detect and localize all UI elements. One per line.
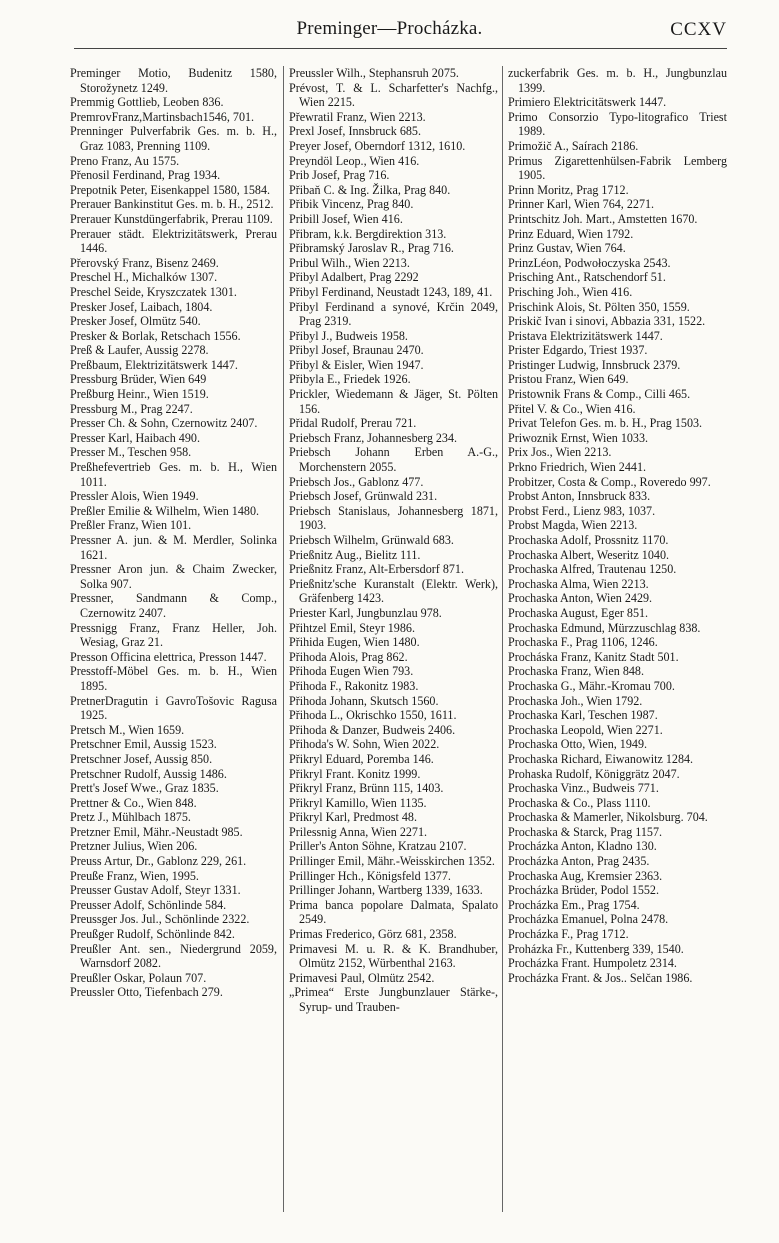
directory-entry: Printschitz Joh. Mart., Amstetten 1670. — [508, 211, 698, 226]
directory-entry: Priller's Anton Söhne, Kratzau 2107. — [289, 839, 467, 854]
page-number: CCXV — [670, 19, 727, 40]
directory-entry: Prévost, T. & L. Scharfetter's Nachfg., Wien 2215. — [289, 80, 498, 110]
directory-entry: Preßler Emilie & Wilhelm, Wien 1480. — [70, 503, 260, 518]
directory-entry: Prerauer Kunstdüngerfabrik, Prerau 1109. — [70, 211, 273, 226]
directory-entry: Primiero Elektricitätswerk 1447. — [508, 95, 667, 110]
directory-entry: Prinner Karl, Wien 764, 2271. — [508, 197, 655, 212]
directory-entry: Procházka F., Prag 1712. — [508, 927, 629, 942]
directory-entry: Prochaska Anton, Wien 2429. — [508, 591, 653, 606]
directory-entry: Přikryl Karl, Predmost 48. — [289, 810, 417, 825]
directory-entry: Presser Ch. & Sohn, Czernowitz 2407. — [70, 416, 258, 431]
directory-entry: Prohaska Rudolf, Königgrätz 2047. — [508, 766, 680, 781]
directory-entry: Priebsch Jos., Gablonz 477. — [289, 474, 424, 489]
directory-entry: Pretschner Emil, Aussig 1523. — [70, 737, 217, 752]
directory-entry: Priebsch Wilhelm, Grünwald 683. — [289, 533, 454, 547]
directory-entry: Prießnitz'sche Kuranstalt (Elektr. Werk), Gräfenberg 1423. — [289, 576, 498, 606]
directory-entry: Přihoda Eugen Wien 793. — [289, 664, 414, 679]
directory-entry: Procházka Frant. & Jos.. Selčan 1986. — [508, 970, 693, 985]
directory-entry: Přikryl Frant. Konitz 1999. — [289, 766, 421, 781]
directory-entry: Přihoda & Danzer, Budweis 2406. — [289, 722, 456, 737]
directory-entry: Přibik Vincenz, Prag 840. — [289, 197, 414, 212]
directory-entry: Preyer Josef, Oberndorf 1312, 1610. — [289, 138, 466, 153]
directory-entry: Pretz J., Mühlbach 1875. — [70, 810, 191, 825]
directory-entry: Přibyl Adalbert, Prag 2292 — [289, 270, 419, 285]
directory-column-2 — [289, 66, 498, 1015]
directory-entry: Přidal Rudolf, Prerau 721. — [289, 416, 417, 431]
directory-entry: Preußler Oskar, Polaun 707. — [70, 970, 207, 985]
directory-entry: Přibyl & Eisler, Wien 1947. — [289, 357, 424, 372]
directory-column-1 — [70, 66, 277, 1000]
directory-entry: Primožič A., Saírach 2186. — [508, 138, 639, 153]
directory-entry: Primas Frederico, Görz 681, 2358. — [289, 927, 457, 942]
directory-entry: Prisching Joh., Wien 416. — [508, 284, 633, 299]
directory-entry: Presson Officina elettrica, Presson 1447. — [70, 649, 267, 664]
directory-entry: Presstoff-Möbel Ges. m. b. H., Wien 1895. — [70, 664, 277, 693]
directory-entry: Procházka Anton, Kladno 130. — [508, 839, 657, 854]
directory-entry: Preussger Jos. Jul., Schönlinde 2322. — [70, 912, 250, 927]
directory-entry: Preßhefevertrieb Ges. m. b. H., Wien 1011. — [70, 460, 277, 489]
directory-entry: Prochaska Alfred, Trautenau 1250. — [508, 562, 677, 577]
directory-entry: Presker Josef, Olmütz 540. — [70, 314, 201, 329]
directory-entry: Prister Edgardo, Triest 1937. — [508, 343, 648, 358]
directory-entry: Prochaska & Mamerler, Nikolsburg. 704. — [508, 810, 708, 825]
directory-entry: Přitel V. & Co., Wien 416. — [508, 401, 636, 416]
directory-entry: Preußler Ant. sen., Niedergrund 2059, Warnsdorf 2082. — [70, 941, 277, 971]
directory-entry: Pristava Elektrizitätswerk 1447. — [508, 328, 663, 343]
directory-entry: Presser Karl, Haibach 490. — [70, 430, 200, 445]
directory-entry: Prillinger Hch., Königsfeld 1377. — [289, 868, 451, 883]
directory-entry: Priwoznik Ernst, Wien 1033. — [508, 430, 649, 445]
directory-entry: Priebsch Franz, Johannesberg 234. — [289, 430, 458, 445]
directory-entry: Preussler Otto, Tiefenbach 279. — [70, 985, 223, 1000]
directory-entry: Přihoda Johann, Skutsch 1560. — [289, 693, 439, 708]
directory-entry: Presser M., Teschen 958. — [70, 445, 192, 460]
directory-entry: Prießnitz Aug., Bielitz 111. — [289, 547, 421, 562]
directory-entry: Preußger Rudolf, Schönlinde 842. — [70, 927, 235, 942]
directory-entry: Prochaska August, Eger 851. — [508, 605, 649, 620]
directory-entry: PrinzLéon, Podwołoczyska 2543. — [508, 255, 671, 270]
directory-entry: Přikryl Franz, Brünn 115, 1403. — [289, 781, 444, 796]
directory-entry: Prepotnik Peter, Eisenkappel 1580, 1584. — [70, 182, 271, 197]
directory-entry: Primo Consorzio Typo-litografico Triest 1989. — [508, 109, 727, 139]
directory-entry: Přenosil Ferdinand, Prag 1934. — [70, 168, 221, 183]
directory-entry: Probitzer, Costa & Comp., Roveredo 997. — [508, 474, 711, 489]
directory-entry: Preschel H., Michalków 1307. — [70, 270, 218, 285]
directory-entry: Procházka Emanuel, Polna 2478. — [508, 912, 669, 927]
directory-entry: Prkno Friedrich, Wien 2441. — [508, 460, 647, 475]
directory-entry: Prexl Josef, Innsbruck 685. — [289, 124, 422, 139]
directory-entry: Prillinger Johann, Wartberg 1339, 1633. — [289, 883, 483, 898]
directory-entry: Primus Zigarettenhülsen-Fabrik Lemberg 1905. — [508, 153, 727, 183]
directory-entry: Prochaska & Co., Plass 1110. — [508, 795, 651, 810]
directory-entry: Priebsch Johann Erben A.-G., Morchenstern 2055. — [289, 445, 498, 475]
directory-entry: Procházka Brüder, Podol 1552. — [508, 883, 659, 898]
directory-entry: Prochaska G., Mähr.-Kromau 700. — [508, 678, 675, 693]
directory-entry: Prinz Gustav, Wien 764. — [508, 241, 626, 256]
directory-entry: Přibyla E., Friedek 1926. — [289, 372, 411, 387]
directory-entry: Pristou Franz, Wien 649. — [508, 372, 629, 387]
directory-entry: Přibyl Josef, Braunau 2470. — [289, 343, 424, 358]
directory-entry: Preno Franz, Au 1575. — [70, 153, 180, 168]
directory-entry: Prib Josef, Prag 716. — [289, 168, 390, 183]
directory-entry: Preßler Franz, Wien 101. — [70, 518, 192, 533]
directory-entry: PretnerDragutin i GavroTošovic Ragusa 1925. — [70, 693, 277, 723]
directory-entry: Prießnitz Franz, Alt-Erbersdorf 871. — [289, 562, 464, 577]
directory-entry: Pribill Josef, Wien 416. — [289, 211, 403, 226]
directory-entry: Prochaska & Starck, Prag 1157. — [508, 824, 663, 839]
directory-entry: Prisching Ant., Ratschendorf 51. — [508, 270, 666, 285]
directory-entry: Pretzner Julius, Wien 206. — [70, 839, 198, 854]
directory-entry: Prix Jos., Wien 2213. — [508, 445, 612, 460]
directory-entry: Prerauer städt. Elektrizitätswerk, Prerau 1446. — [70, 226, 277, 256]
directory-entry: Priskič Ivan i sinovi, Abbazia 331, 1522. — [508, 314, 706, 329]
directory-entry: Prochaska Albert, Weseritz 1040. — [508, 547, 670, 562]
directory-entry: Prettner & Co., Wien 848. — [70, 795, 197, 810]
directory-entry: Prochaska F., Prag 1106, 1246. — [508, 635, 658, 650]
directory-entry: Priebsch Josef, Grünwald 231. — [289, 489, 438, 504]
directory-entry: Pretzner Emil, Mähr.-Neustadt 985. — [70, 824, 243, 839]
directory-entry: Proházka Fr., Kuttenberg 339, 1540. — [508, 941, 684, 956]
directory-entry: Procháska Franz, Kanitz Stadt 501. — [508, 649, 679, 664]
directory-entry: Prickler, Wiedemann & Jäger, St. Pölten 156. — [289, 387, 498, 416]
directory-entry: Pressburg M., Prag 2247. — [70, 401, 193, 416]
directory-entry: Premmig Gottlieb, Leoben 836. — [70, 95, 224, 110]
directory-entry: Preß & Laufer, Aussig 2278. — [70, 343, 209, 358]
directory-entry: Prenninger Pulverfabrik Ges. m. b. H., Graz 1083, Prenning 1109. — [70, 124, 277, 153]
directory-entry: Pretschner Josef, Aussig 850. — [70, 751, 213, 766]
column-divider — [283, 66, 284, 1212]
directory-entry: Přerovský Franz, Bisenz 2469. — [70, 255, 219, 270]
directory-entry: Přibyl J., Budweis 1958. — [289, 328, 408, 343]
directory-entry: Přihoda Alois, Prag 862. — [289, 649, 408, 664]
directory-entry: Prochaska Otto, Wien, 1949. — [508, 737, 648, 752]
directory-entry: Pressner Aron jun. & Chaim Zwecker, Solka 907. — [70, 562, 277, 591]
directory-entry: Přibyl Ferdinand, Neustadt 1243, 189, 41. — [289, 284, 493, 299]
directory-entry: Prischink Alois, St. Pölten 350, 1559. — [508, 299, 690, 314]
directory-entry: Prochaska Richard, Eiwanowitz 1284. — [508, 751, 694, 766]
directory-entry: Přihoda's W. Sohn, Wien 2022. — [289, 737, 440, 752]
directory-entry: „Primea“ Erste Jungbunzlauer Stärke-, Syrup- und Trauben- — [289, 985, 498, 1014]
directory-entry: Prochaska Alma, Wien 2213. — [508, 576, 649, 591]
directory-entry: Přikryl Kamillo, Wien 1135. — [289, 795, 427, 810]
directory-entry: Prochaska Aug, Kremsier 2363. — [508, 868, 663, 883]
directory-entry: Prett's Josef Wwe., Graz 1835. — [70, 781, 219, 796]
directory-entry: Prillinger Emil, Mähr.-Weisskirchen 1352. — [289, 854, 495, 869]
directory-entry: Přewratil Franz, Wien 2213. — [289, 109, 426, 124]
directory-entry: Primavesi Paul, Olmütz 2542. — [289, 970, 435, 985]
directory-entry: Přikryl Eduard, Poremba 146. — [289, 751, 434, 766]
directory-entry: Pretschner Rudolf, Aussig 1486. — [70, 766, 227, 781]
directory-entry: Pristinger Ludwig, Innsbruck 2379. — [508, 357, 681, 372]
directory-entry: Pressner, Sandmann & Comp., Czernowitz 2407. — [70, 591, 277, 620]
directory-entry: Procházka Em., Prag 1754. — [508, 897, 640, 912]
directory-entry: Prochaska Edmund, Mürzzuschlag 838. — [508, 620, 701, 635]
directory-entry: Preusser Adolf, Schönlinde 584. — [70, 897, 227, 912]
directory-entry: Procházka Anton, Prag 2435. — [508, 854, 650, 869]
directory-entry: Probst Anton, Innsbruck 833. — [508, 489, 651, 504]
directory-entry: Prochaska Leopold, Wien 2271. — [508, 722, 663, 737]
column-divider — [502, 66, 503, 1212]
directory-entry: Přibramský Jaroslav R., Prag 716. — [289, 241, 454, 256]
directory-entry: Preuße Franz, Wien, 1995. — [70, 868, 199, 883]
directory-entry: Prochaska Franz, Wien 848. — [508, 664, 644, 679]
directory-entry: Přibyl Ferdinand a synové, Krčin 2049, Prag 2319. — [289, 299, 498, 329]
directory-entry: Přihoda L., Okrischko 1550, 1611. — [289, 708, 457, 723]
directory-entry: Přihoda F., Rakonitz 1983. — [289, 678, 419, 693]
directory-entry: Preschel Seide, Kryszczatek 1301. — [70, 284, 237, 299]
directory-entry: Pretsch M., Wien 1659. — [70, 722, 185, 737]
directory-entry: Probst Ferd., Lienz 983, 1037. — [508, 503, 656, 518]
directory-entry: Prima banca popolare Dalmata, Spalato 2549. — [289, 897, 498, 927]
directory-entry: Procházka Frant. Humpoletz 2314. — [508, 956, 677, 971]
directory-entry: Preßbaum, Elektrizitätswerk 1447. — [70, 357, 238, 372]
directory-entry: Pressler Alois, Wien 1949. — [70, 489, 199, 504]
directory-entry: Prerauer Bankinstitut Ges. m. b. H., 2512. — [70, 197, 274, 212]
directory-entry: Pristownik Frans & Comp., Cilli 465. — [508, 387, 691, 402]
page-header — [0, 0, 779, 58]
directory-entry: Přibaň C. & Ing. Žilka, Prag 840. — [289, 182, 451, 197]
directory-entry: Přihtzel Emil, Steyr 1986. — [289, 620, 415, 635]
directory-entry: Prochaska Vinz., Budweis 771. — [508, 781, 659, 796]
directory-entry: Primavesi M. u. R. & K. Brandhuber, Olmütz 2152, Würbenthal 2163. — [289, 941, 498, 971]
directory-entry: Priester Karl, Jungbunzlau 978. — [289, 605, 442, 620]
directory-column-3 — [508, 66, 727, 985]
directory-entry: Prochaska Karl, Teschen 1987. — [508, 708, 658, 723]
directory-entry: Prochaska Joh., Wien 1792. — [508, 693, 643, 708]
directory-entry: Prilessnig Anna, Wien 2271. — [289, 824, 428, 839]
directory-entry: Pribul Wilh., Wien 2213. — [289, 255, 410, 270]
header-rule — [74, 48, 727, 49]
directory-entry: Preyndöl Leop., Wien 416. — [289, 153, 420, 168]
directory-entry: Prinz Eduard, Wien 1792. — [508, 226, 634, 241]
directory-entry: Probst Magda, Wien 2213. — [508, 518, 638, 533]
directory-entry: Preßburg Heinr., Wien 1519. — [70, 387, 209, 402]
directory-entry: Privat Telefon Ges. m. b. H., Prag 1503. — [508, 416, 703, 431]
directory-entry: zuckerfabrik Ges. m. b. H., Jungbunzlau 1399. — [508, 66, 727, 95]
directory-entry: Prinn Moritz, Prag 1712. — [508, 182, 629, 197]
directory-entry: Presker Josef, Laibach, 1804. — [70, 299, 213, 314]
directory-entry: Přibram, k.k. Bergdirektion 313. — [289, 226, 447, 241]
directory-entry: Preminger Motio, Budenitz 1580, Storožynetz 1249. — [70, 66, 277, 95]
directory-entry: PremrovFranz,Martinsbach1546, 701. — [70, 109, 255, 124]
directory-entry: Pressner A. jun. & M. Merdler, Solinka 1621. — [70, 533, 277, 562]
directory-entry: Preusser Gustav Adolf, Steyr 1331. — [70, 883, 241, 898]
directory-entry: Preussler Wilh., Stephansruh 2075. — [289, 66, 459, 80]
directory-entry: Pressnigg Franz, Franz Heller, Joh. Wesiag, Graz 21. — [70, 620, 277, 650]
directory-entry: Přihida Eugen, Wien 1480. — [289, 635, 420, 650]
page-title: Preminger—Procházka. — [296, 18, 483, 39]
directory-entry: Pressburg Brüder, Wien 649 — [70, 372, 207, 387]
directory-entry: Preuss Artur, Dr., Gablonz 229, 261. — [70, 854, 247, 869]
directory-entry: Presker & Borlak, Retschach 1556. — [70, 328, 241, 343]
directory-entry: Prochaska Adolf, Prossnitz 1170. — [508, 533, 669, 547]
directory-entry: Priebsch Stanislaus, Johannesberg 1871, 1903. — [289, 503, 498, 533]
